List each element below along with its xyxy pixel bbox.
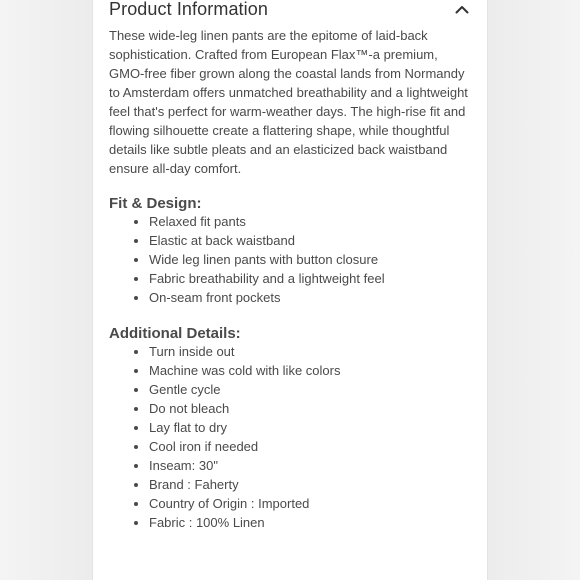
fit-design-list <box>109 212 473 307</box>
list-item: Machine was cold with like colors <box>133 361 473 380</box>
additional-details-heading: Additional Details: <box>109 325 241 342</box>
list-item: Do not bleach <box>133 399 473 418</box>
accordion-content <box>109 26 473 532</box>
list-item: Elastic at back waistband <box>133 231 473 250</box>
right-background <box>488 0 580 580</box>
list-item: Fabric breathability and a lightweight feel <box>133 269 473 288</box>
fit-design-heading: Fit & Design: <box>109 195 202 212</box>
list-item: Lay flat to dry <box>133 418 473 437</box>
list-item: Country of Origin : Imported <box>133 494 473 513</box>
left-background <box>0 0 92 580</box>
list-item: Fabric : 100% Linen <box>133 513 473 532</box>
list-item: On-seam front pockets <box>133 288 473 307</box>
list-item: Brand : Faherty <box>133 475 473 494</box>
list-item: Wide leg linen pants with button closure <box>133 250 473 269</box>
list-item: Turn inside out <box>133 342 473 361</box>
list-item: Gentle cycle <box>133 380 473 399</box>
chevron-up-icon[interactable] <box>453 0 471 18</box>
list-item: Relaxed fit pants <box>133 212 473 231</box>
list-item: Cool iron if needed <box>133 437 473 456</box>
section-title: Product Information <box>109 0 268 19</box>
additional-details-list <box>109 342 473 532</box>
list-item: Inseam: 30" <box>133 456 473 475</box>
product-description: These wide-leg linen pants are the epitome of laid-back sophistication. Crafted from European Flax™-a premium, GMO-free fiber grown along the coastal lands from Normandy to Amsterdam offers unmatched breathability and a lightweight feel that's perfect for warm-weather days. The high-rise fit and flowing silhouette create a flattering shape, while thoughtful details like subtle pleats and an elasticized back waistband ensure all-day comfort. <box>109 28 468 176</box>
accordion-header[interactable] <box>109 0 471 22</box>
product-information-panel <box>92 0 488 580</box>
